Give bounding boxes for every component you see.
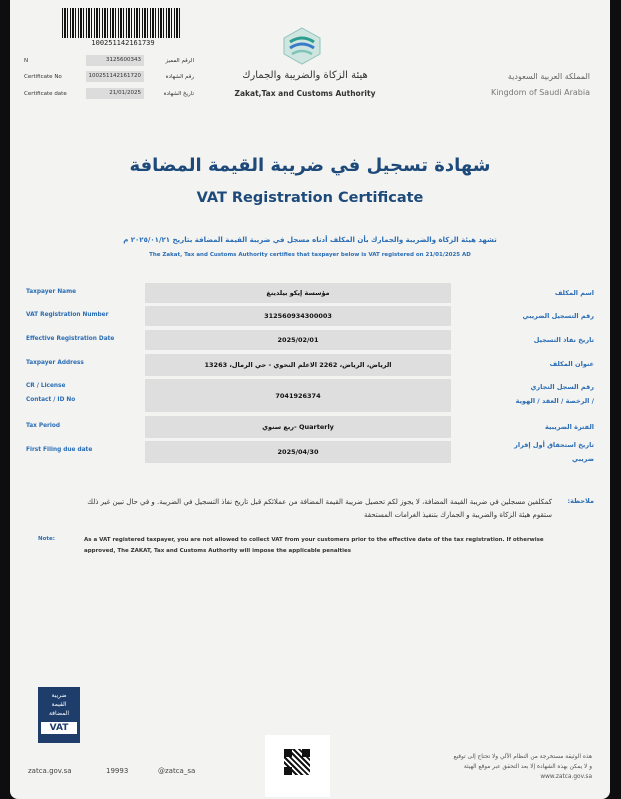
vat-number-label-en: VAT Registration Number (26, 312, 109, 318)
footer-phone: 19993 (106, 767, 129, 775)
cr-value: 7041926374 (145, 379, 451, 412)
barcode-image (62, 8, 182, 38)
authority-name-en: Zakat,Tax and Customs Authority (234, 89, 376, 98)
taxpayer-name-label-en: Taxpayer Name (26, 289, 77, 295)
meta-label-en: Certificate date (24, 91, 67, 97)
first-filing-label-ar-2: ضريبي (572, 455, 594, 463)
note-text-ar: كمكلفين مسجلين في ضريبة القيمة المضافة، لا يجوز لكم تحصيل ضريبة القيمة المضافة من عملائكم قبل تاريخ نفاذ التسجيل في الضريبة. و في حال تبين غير ذلك ستقوم هيئة الزكاة والضريبة و الجمارك بتنفيذ الغرامات المستحقة (87, 498, 552, 519)
footer-note-ar (370, 752, 592, 782)
vat-logo (38, 687, 80, 743)
certify-text-ar: تشهد هيئة الزكاة والضريبة والجمارك بأن المكلف أدناه مسجل في ضريبة القيمة المضافة بتاريخ ٢٠٢٥/٠١/٢١ م (123, 236, 497, 244)
vat-logo-line-1: ضريبة (51, 692, 67, 699)
cr-label-ar-2: / الرخصة / العقد / الهوية (515, 397, 594, 405)
vat-certificate-page (10, 0, 610, 799)
taxpayer-name-value: مؤسسة إيكو بيلدينغ (145, 283, 451, 303)
effective-date-label-ar: تاريخ نفاذ التسجيل (533, 336, 594, 344)
zatca-logo-icon (280, 26, 324, 66)
vat-logo-line-2: القيمة (51, 701, 67, 708)
tax-period-label-en: Tax Period (26, 423, 61, 429)
vat-logo-line-3: المضافة (48, 710, 70, 717)
taxpayer-name-label-ar: اسم المكلف (554, 289, 594, 297)
certify-text-en: The Zakat, Tax and Customs Authority certifies that taxpayer below is VAT registered on 21/01/2025 AD (149, 252, 471, 258)
note-label-en: Note: (38, 536, 55, 542)
meta-label-en: Certificate No (24, 74, 62, 80)
meta-value: 3125600343 (86, 55, 144, 66)
qr-code (265, 735, 330, 797)
meta-value: 21/01/2025 (86, 88, 144, 99)
footer-note-line-2: و لا يمكن بهذه الشهادة إلا بعد التحقق عبر موقع الهيئة (463, 764, 592, 770)
first-filing-label-en: First Filing due date (26, 447, 93, 453)
effective-date-value: 2025/02/01 (145, 330, 451, 350)
first-filing-label-ar: تاريخ استحقاق أول إقرار (514, 441, 594, 449)
meta-label-ar: رقم الشهادة (165, 74, 194, 80)
meta-row-certificate-no (24, 71, 194, 83)
note-label-ar: ملاحظة: (567, 497, 594, 505)
note-text-en: As a VAT registered taxpayer, you are not allowed to collect VAT from your customers prior to the effective date of the tax registration. If otherwise approved, The ZAKAT, Tax and Customs Authority will impose the applicable penalties (84, 537, 544, 554)
cr-label-en-2: Contact / ID No (26, 397, 76, 403)
vat-number-label-ar: رقم التسجيل الضريبي (522, 312, 594, 320)
footer-social: @zatca_sa (158, 767, 196, 775)
first-filing-value: 2025/04/30 (145, 441, 451, 463)
cr-label-ar: رقم السجل التجاري (530, 383, 594, 391)
address-label-en: Taxpayer Address (26, 360, 84, 366)
certificate-title-en: VAT Registration Certificate (196, 190, 424, 206)
meta-value: 100251142161720 (86, 71, 144, 82)
footer-website: zatca.gov.sa (28, 767, 72, 775)
address-value: الرياض، الرياض، 2262 الاعلم النحوي - حي الرمال، 13263 (145, 354, 451, 376)
meta-label-en: N (24, 58, 29, 64)
kingdom-name-en: Kingdom of Saudi Arabia (491, 88, 590, 97)
vat-number-value: 312560934300003 (145, 306, 451, 326)
barcode-number: 100251142161739 (91, 39, 155, 47)
meta-label-ar: تاريخ الشهادة (163, 91, 194, 97)
authority-name-ar: هيئة الزكاة والضريبة والجمارك (242, 70, 368, 81)
qr-code-icon (284, 749, 310, 775)
footer-note-line-1: هذه الوثيقة مستخرجة من النظام الآلي ولا تحتاج إلى توقيع (453, 754, 592, 760)
meta-label-ar: الرقم المميز (165, 58, 194, 64)
cr-label-en: CR / License (26, 383, 66, 389)
kingdom-name-ar: المملكة العربية السعودية (507, 72, 590, 81)
footer-url: www.zatca.gov.sa (540, 774, 592, 780)
address-label-ar: عنوان المكلف (549, 360, 594, 368)
certificate-title-ar: شهادة تسجيل في ضريبة القيمة المضافة (129, 155, 491, 176)
effective-date-label-en: Effective Registration Date (26, 336, 115, 342)
vat-logo-text: VAT (41, 722, 77, 734)
meta-row-certificate-date (24, 88, 194, 100)
meta-row-number (24, 55, 194, 67)
tax-period-label-ar: الفترة الضريبية (545, 423, 594, 431)
tax-period-value: ربع سنوي- Quarterly (145, 416, 451, 438)
